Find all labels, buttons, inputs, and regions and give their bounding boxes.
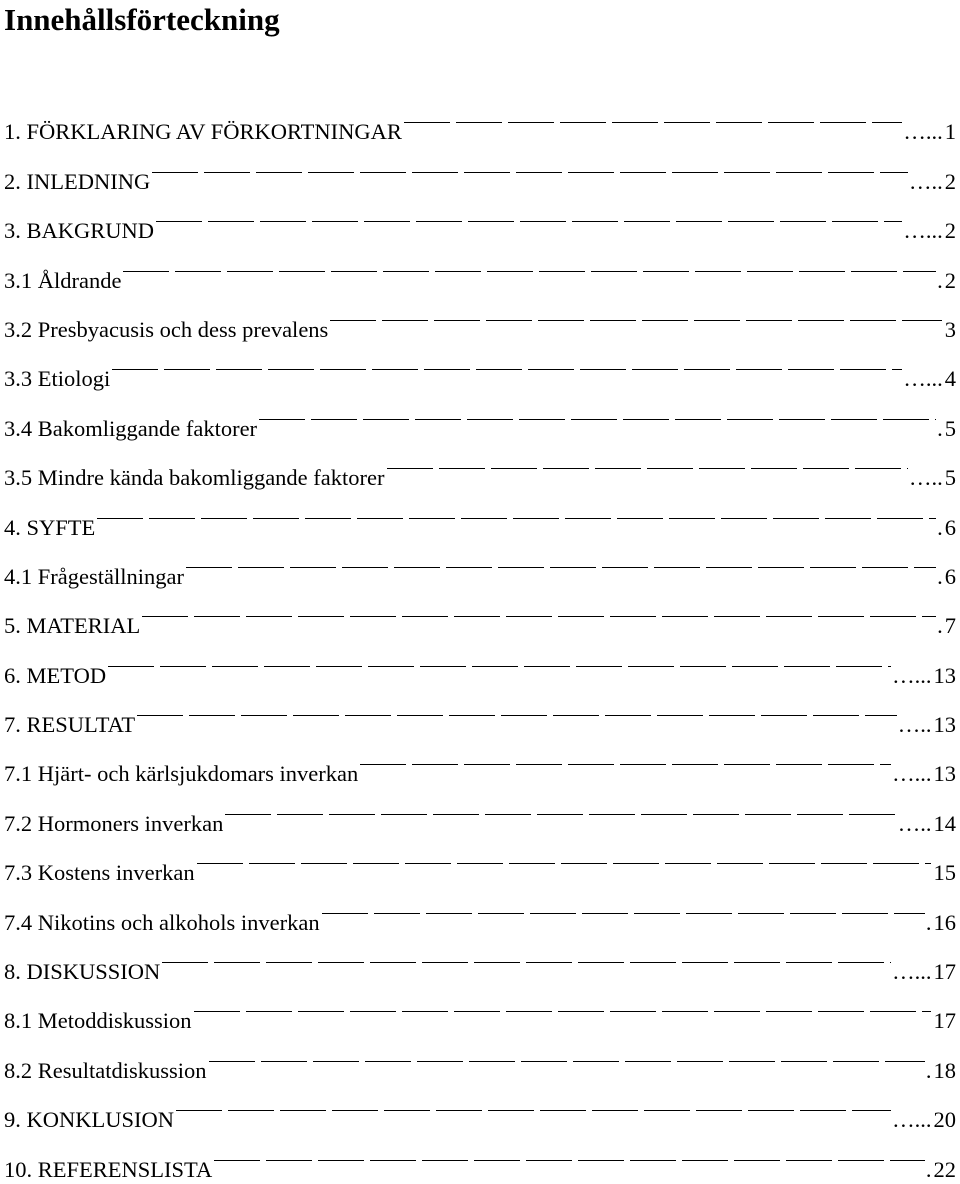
toc-entry[interactable]: [4, 986, 956, 1035]
toc-entry-dots: .: [937, 267, 943, 293]
toc-entry[interactable]: [4, 788, 956, 837]
toc-entry-title: 4.1 Frågeställningar: [4, 563, 184, 589]
toc-entry[interactable]: [4, 344, 956, 393]
toc-entry-page-number: 15: [933, 860, 956, 886]
toc-entry-page-number: 13: [933, 662, 956, 688]
toc-entry-dots: …...: [903, 119, 943, 145]
toc-entry-dots: …..: [909, 465, 943, 491]
toc-entry-title: 3.1 Åldrande: [4, 267, 122, 293]
toc-entry-title: 7. RESULTAT: [4, 712, 136, 738]
toc-entry-page-number: 2: [944, 168, 956, 194]
toc-entry[interactable]: [4, 690, 956, 739]
toc-entry-dots: …...: [903, 366, 943, 392]
toc-entry[interactable]: [4, 196, 956, 245]
toc-entry-page-number: 5: [944, 465, 956, 491]
toc-entry-title: 3. BAKGRUND: [4, 218, 155, 244]
toc-entry-dots: …..: [897, 712, 932, 738]
toc-entry-title: 8.2 Resultatdiskussion: [4, 1057, 207, 1083]
toc-entry-title: 4. SYFTE: [4, 514, 96, 540]
toc-entry-dots: …...: [892, 761, 932, 787]
toc-entry[interactable]: [4, 542, 956, 591]
toc-entry-page-number: 3: [944, 316, 956, 342]
toc-entry[interactable]: [4, 937, 956, 986]
toc-entry[interactable]: [4, 1134, 956, 1183]
toc-entry-page-number: 6: [944, 563, 956, 589]
toc-entry-dots: .: [937, 563, 943, 589]
toc-entry-page-number: 6: [944, 514, 956, 540]
toc-entry-page-number: 2: [944, 267, 956, 293]
toc-entry-title: 7.1 Hjärt- och kärlsjukdomars inverkan: [4, 761, 359, 787]
toc-entry-dots: .: [925, 1057, 932, 1083]
toc-entry-dots: …..: [909, 168, 943, 194]
toc-entry-page-number: 4: [944, 366, 956, 392]
toc-entry[interactable]: [4, 492, 956, 541]
toc-entry[interactable]: [4, 97, 956, 146]
toc-entry-title: 7.2 Hormoners inverkan: [4, 810, 224, 836]
toc-entry-title: 8.1 Metoddiskussion: [4, 1008, 192, 1034]
toc-entry-title: 3.4 Bakomliggande faktorer: [4, 415, 258, 441]
toc-entry-title: 6. METOD: [4, 662, 107, 688]
page-title: Innehållsförteckning: [4, 2, 280, 37]
toc-entry-title: 3.5 Mindre kända bakomliggande faktorer: [4, 465, 385, 491]
toc-entry-page-number: 18: [933, 1057, 956, 1083]
toc-entry-title: 2. INLEDNING: [4, 168, 151, 194]
toc-entry-dots: …...: [892, 662, 932, 688]
toc-entry[interactable]: [4, 640, 956, 689]
toc-entry[interactable]: [4, 393, 956, 442]
toc-entry-title: 1. FÖRKLARING AV FÖRKORTNINGAR: [4, 119, 402, 145]
toc-entry-title: 9. KONKLUSION: [4, 1107, 174, 1133]
toc-entry-page-number: 22: [933, 1156, 956, 1182]
toc-entry-dots: .: [925, 1156, 932, 1182]
toc-entry-dots: .: [925, 909, 932, 935]
toc-entry-title: 5. MATERIAL: [4, 613, 141, 639]
toc-entry-title: 10. REFERENSLISTA: [4, 1156, 213, 1182]
toc-entry-dots: .: [937, 514, 943, 540]
toc-entry-dots: .: [937, 415, 943, 441]
toc-entry-page-number: 5: [944, 415, 956, 441]
toc-entry-title: 7.3 Kostens inverkan: [4, 860, 195, 886]
toc-entry-dots: .: [937, 613, 943, 639]
toc-entry[interactable]: [4, 1035, 956, 1084]
toc-entry-page-number: 2: [944, 218, 956, 244]
toc-entry-page-number: 17: [933, 959, 956, 985]
toc-entry-title: 8. DISKUSSION: [4, 959, 161, 985]
toc-entry[interactable]: [4, 838, 956, 887]
toc-entry[interactable]: [4, 739, 956, 788]
toc-entry-dots: …..: [897, 810, 932, 836]
toc-entry[interactable]: [4, 295, 956, 344]
toc-entry-title: 7.4 Nikotins och alkohols inverkan: [4, 909, 320, 935]
toc-entry[interactable]: [4, 146, 956, 195]
toc-entry-page-number: 13: [933, 712, 956, 738]
toc-entry-title: 3.3 Etiologi: [4, 366, 111, 392]
toc-entry-page-number: 13: [933, 761, 956, 787]
toc-entry-dots: …...: [903, 218, 943, 244]
toc-entry-page-number: 16: [933, 909, 956, 935]
table-of-contents: [4, 97, 956, 1184]
toc-entry-page-number: 7: [944, 613, 956, 639]
toc-entry-page-number: 14: [933, 810, 956, 836]
toc-entry[interactable]: [4, 887, 956, 936]
toc-entry-page-number: 1: [944, 119, 956, 145]
toc-entry[interactable]: [4, 1085, 956, 1134]
toc-entry[interactable]: [4, 591, 956, 640]
toc-entry-dots: …...: [892, 1107, 932, 1133]
toc-entry-page-number: 17: [933, 1008, 956, 1034]
toc-entry-dots: …...: [892, 959, 932, 985]
toc-entry-title: 3.2 Presbyacusis och dess prevalens: [4, 316, 329, 342]
toc-entry[interactable]: [4, 245, 956, 294]
toc-entry-page-number: 20: [933, 1107, 956, 1133]
toc-entry[interactable]: [4, 443, 956, 492]
